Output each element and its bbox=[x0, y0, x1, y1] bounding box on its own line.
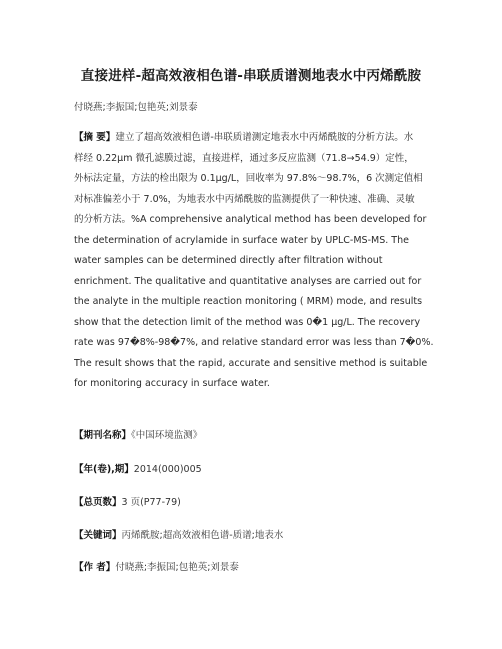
meta-journal bbox=[74, 427, 202, 441]
abstract-line: enrichment. The qualitative and quantitative analyses are carried out for bbox=[74, 275, 422, 287]
meta-value: 2014(000)005 bbox=[133, 464, 202, 475]
meta-value: 丙烯酰胺;超高效液相色谱-质谱;地表水 bbox=[121, 530, 284, 541]
abstract-line: 对标准偏差小于 7.0%，为地表水中丙烯酰胺的监测提供了一种快速、准确、灵敏 bbox=[74, 193, 415, 205]
meta-label: 【期刊名称】 bbox=[74, 430, 132, 441]
meta-value: 《中国环境监测》 bbox=[131, 430, 203, 441]
abstract-line: rate was 97�8%-98�7%, and relative standard error was less than 7�0%. bbox=[74, 337, 434, 348]
abstract-line: show that the detection limit of the method was 0�1 μg/L. The recovery bbox=[74, 316, 421, 328]
author-list: 付晓燕;李振国;包艳英;刘景泰 bbox=[74, 102, 198, 113]
abstract-line: 样经 0.22μm 微孔滤膜过滤，直接进样，通过多反应监测（71.8→54.9）定性， bbox=[74, 152, 414, 164]
abstract-line: the determination of acrylamide in surface water by UPLC-MS-MS. The bbox=[74, 234, 409, 246]
meta-label: 【作 者】 bbox=[74, 562, 116, 573]
abstract-line: 外标法定量，方法的检出限为 0.1μg/L，回收率为 97.8%～98.7%，6 次测定值相 bbox=[74, 173, 423, 184]
abstract-line: water samples can be determined directly after filtration without bbox=[74, 255, 383, 266]
meta-volume bbox=[74, 461, 202, 475]
meta-authors bbox=[74, 559, 239, 573]
meta-label: 【总页数】 bbox=[74, 497, 122, 508]
meta-pages bbox=[74, 494, 181, 508]
meta-label: 【年(卷),期】 bbox=[74, 464, 134, 475]
meta-label: 【关键词】 bbox=[74, 530, 122, 541]
meta-keywords bbox=[74, 527, 283, 541]
abstract-line: The result shows that the rapid, accurate and sensitive method is suitable bbox=[74, 357, 428, 369]
abstract-section bbox=[74, 128, 434, 395]
meta-value: 付晓燕;李振国;包艳英;刘景泰 bbox=[115, 562, 239, 573]
abstract-line: 【摘 要】建立了超高效液相色谱-串联质谱测定地表水中丙烯酰胺的分析方法。水 bbox=[74, 132, 414, 143]
abstract-line: 的分析方法。%A comprehensive analytical method has been developed for bbox=[74, 214, 427, 225]
document-title: 直接进样-超高效液相色谱-串联质谱测地表水中丙烯酰胺 bbox=[80, 68, 422, 84]
abstract-label: 【摘 要】 bbox=[74, 132, 116, 143]
abstract-line: for monitoring accuracy in surface water. bbox=[74, 378, 270, 389]
abstract-line: the analyte in the multiple reaction monitoring ( MRM) mode, and results bbox=[74, 296, 423, 307]
meta-value: 3 页(P77-79) bbox=[121, 497, 181, 508]
